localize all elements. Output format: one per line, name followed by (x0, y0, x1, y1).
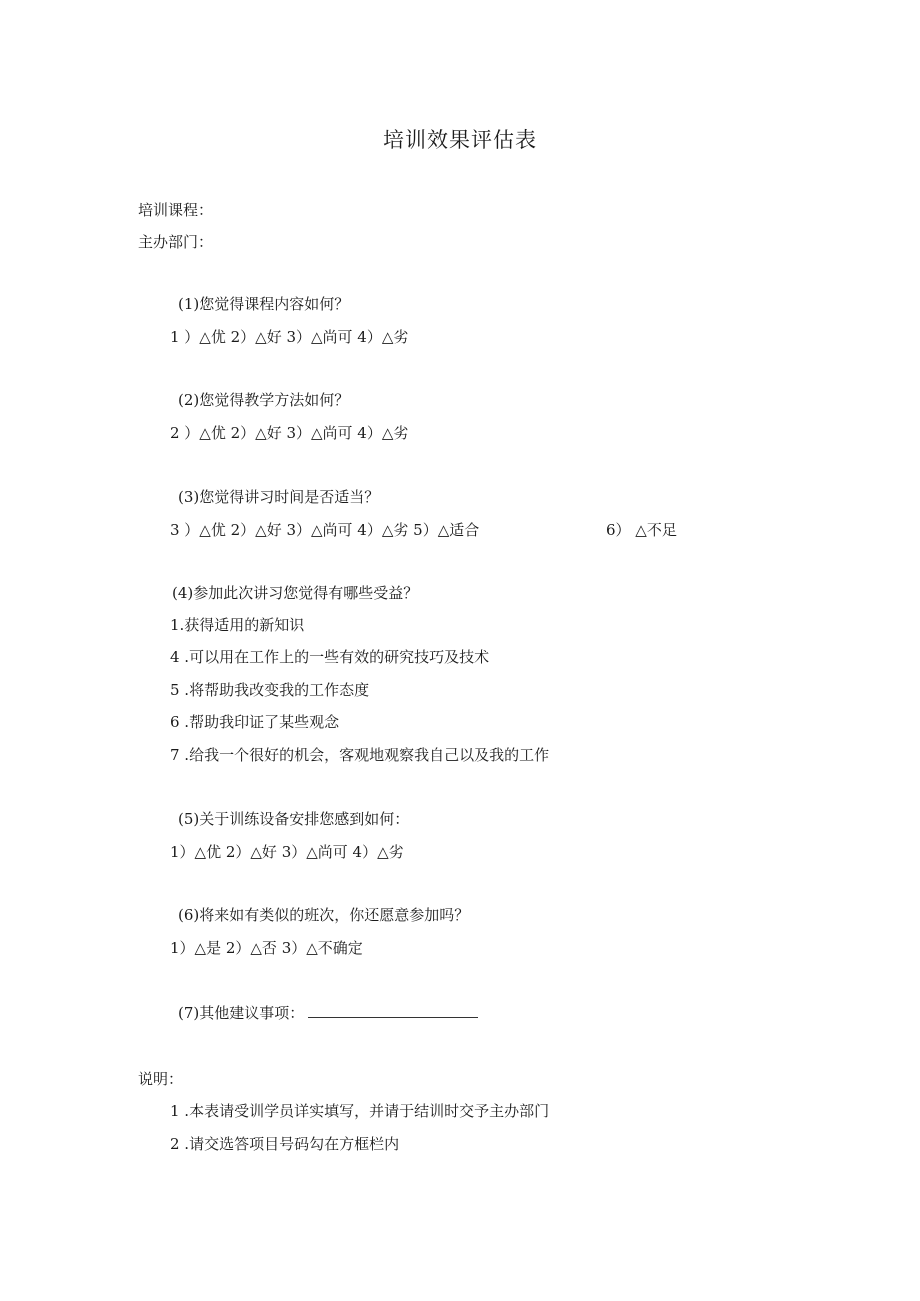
question-6: (6)将来如有类似的班次，你还愿意参加吗？ (178, 906, 470, 924)
department-label: 主办部门： (138, 233, 214, 251)
question-4-item: 4 .可以用在工作上的一些有效的研究技巧及技术 (170, 648, 490, 666)
form-title: 培训效果评估表 (383, 128, 537, 152)
course-label: 培训课程： (138, 201, 214, 219)
question-1: (1)您觉得课程内容如何？ (178, 295, 350, 313)
question-2: (2)您觉得教学方法如何？ (178, 391, 350, 409)
suggestion-blank-line[interactable] (308, 1003, 478, 1018)
question-3: (3)您觉得讲习时间是否适当？ (178, 488, 380, 506)
notes-label: 说明： (138, 1070, 184, 1088)
question-4-item: 7 .给我一个很好的机会，客观地观察我自己以及我的工作 (170, 746, 550, 764)
question-3-option-extra: 6） △不足 (606, 521, 677, 539)
question-7-label: (7)其他建议事项： (178, 1004, 305, 1022)
question-3-options: 3 ）△优 2）△好 3）△尚可 4）△劣 5）△适合 (170, 521, 480, 539)
question-7 (178, 1003, 478, 1023)
question-2-options: 2 ）△优 2）△好 3）△尚可 4）△劣 (170, 424, 409, 442)
question-1-options: 1 ）△优 2）△好 3）△尚可 4）△劣 (170, 328, 409, 346)
note-item: 1 .本表请受训学员详实填写，并请于结训时交予主办部门 (170, 1102, 550, 1120)
question-4-item: 5 .将帮助我改变我的工作态度 (170, 681, 370, 699)
question-5: (5)关于训练设备安排您感到如何： (178, 810, 410, 828)
question-4-item: 6 .帮助我印证了某些观念 (170, 713, 340, 731)
question-5-options: 1）△优 2）△好 3）△尚可 4）△劣 (170, 843, 404, 861)
question-4: (4)参加此次讲习您觉得有哪些受益？ (172, 584, 419, 602)
question-4-item: 1.获得适用的新知识 (170, 616, 305, 634)
note-item: 2 .请交选答项目号码勾在方框栏内 (170, 1135, 400, 1153)
question-6-options: 1）△是 2）△否 3）△不确定 (170, 939, 363, 957)
